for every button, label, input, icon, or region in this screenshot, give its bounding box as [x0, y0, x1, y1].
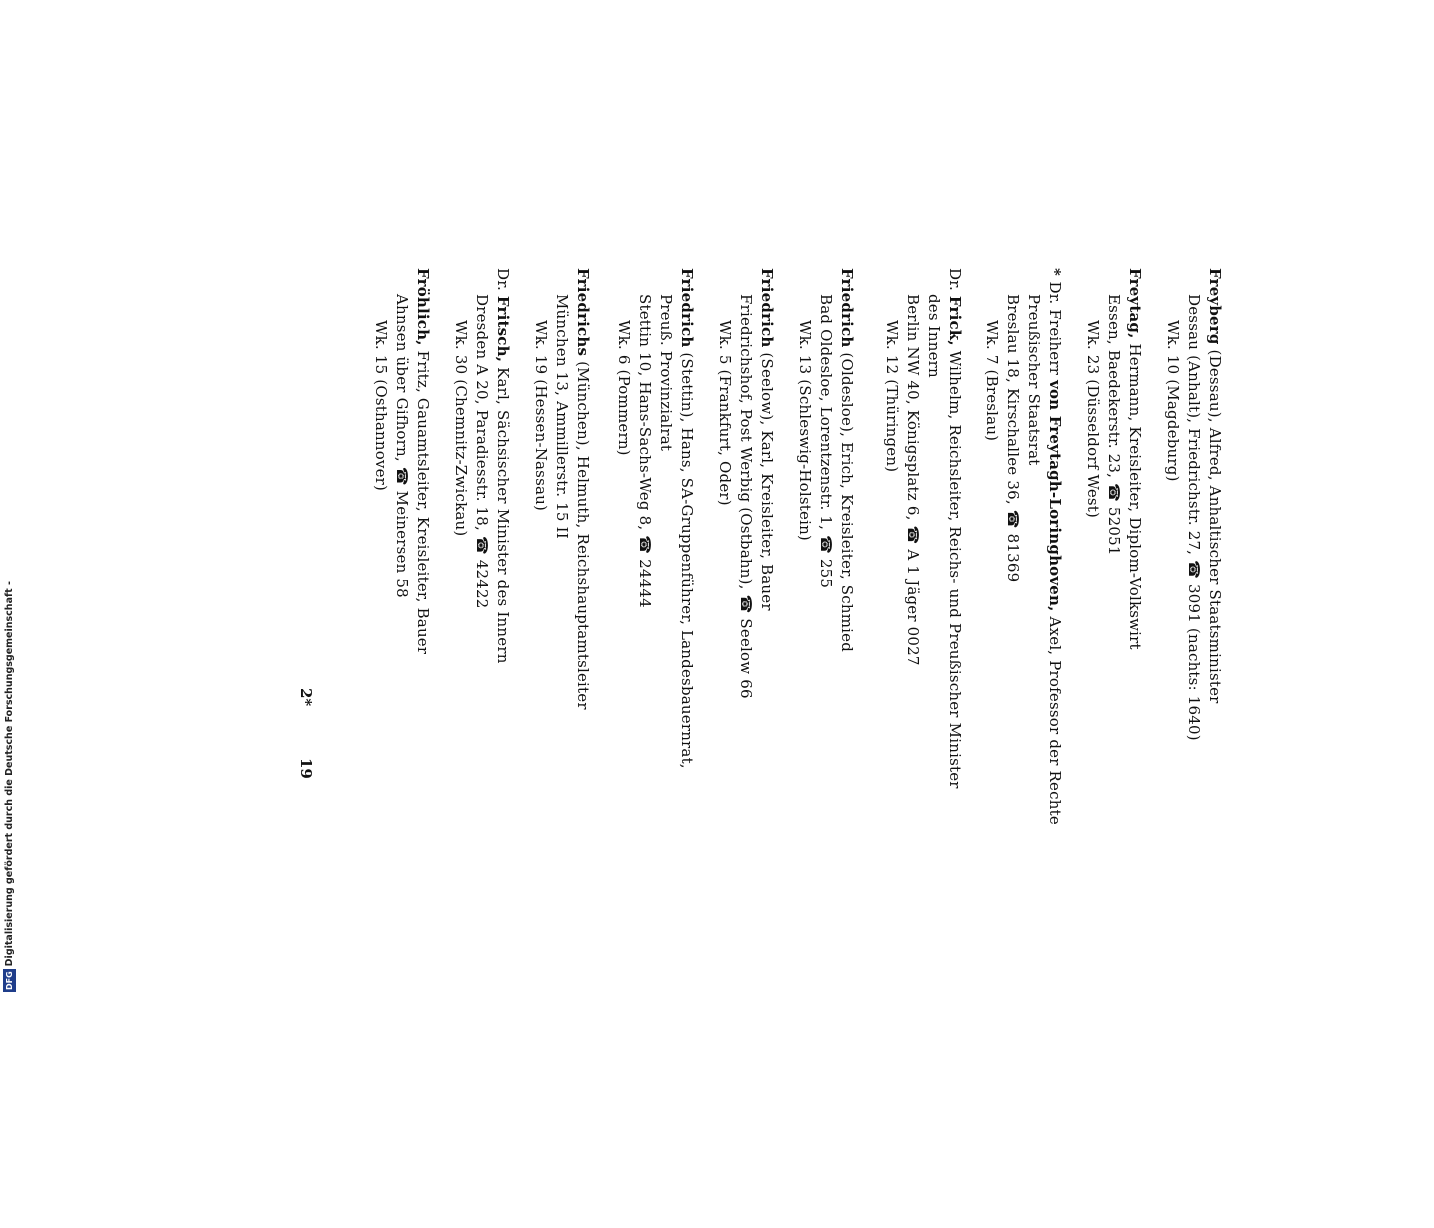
entry-text: (München), Helmuth, Reichshauptamtsleiter: [574, 356, 592, 710]
entry-line: Wk. 12 (Thüringen): [883, 320, 901, 473]
entry-prefix: Dr. Freiherr: [1046, 281, 1064, 381]
list-item: [714, 268, 777, 1228]
entry-line: des Innern: [925, 294, 943, 378]
entry-name: Freytag,: [1126, 268, 1144, 339]
list-item: [530, 268, 593, 1228]
entry-line: Dessau (Anhalt), Friedrichstr. 27, ☎ 3091 (nachts: 1640): [1185, 294, 1203, 741]
entry-line: Preußischer Staatsrat: [1025, 294, 1043, 466]
entry-line: Wk. 15 (Osthannover): [372, 320, 390, 492]
entry-text: (Seelow), Karl, Kreisleiter, Bauer: [758, 347, 776, 611]
entry-name: Fröhlich,: [414, 268, 432, 346]
digitization-banner: [1, 12, 17, 992]
dfg-logo-icon: DFG: [4, 971, 14, 990]
entry-line: [572, 268, 593, 1228]
entry-line: [1204, 268, 1225, 1228]
entry-prefix: Dr.: [494, 268, 512, 296]
entry-name: Friedrich: [758, 268, 776, 348]
entry-text: Fritz, Gauamtsleiter, Kreisleiter, Bauer: [414, 345, 432, 655]
rotated-page: [297, 268, 1225, 1228]
entry-prefix: Dr.: [946, 268, 964, 296]
list-item: [613, 268, 697, 1228]
entry-text: (Dessau), Alfred, Anhaltischer Staatsminister: [1206, 344, 1224, 704]
entry-name: Freyberg: [1206, 268, 1224, 345]
entry-line: Wk. 30 (Chemnitz-Zwickau): [452, 320, 470, 537]
list-item: [881, 268, 965, 1228]
entry-line: Friedrichshof, Post Werbig (Ostbahn), ☎ Seelow 66: [737, 294, 755, 699]
list-item: [370, 268, 433, 1228]
entry-line: Breslau 18, Kirschallee 36, ☎ 81369: [1004, 294, 1022, 583]
entry-line: Bad Oldesloe, Lorentzenstr. 1, ☎ 255: [817, 294, 835, 589]
page-number: 19: [297, 758, 315, 779]
entry-text: (Stettin), Hans, SA-Gruppenführer, Landesbauernrat,: [678, 347, 696, 769]
entry-line: Ahnsen über Gifhorn, ☎ Meinersen 58: [393, 294, 411, 598]
entry-line: Essen, Baedekerstr. 23, ☎ 52051: [1105, 294, 1123, 556]
entry-line: Wk. 7 (Breslau): [983, 320, 1001, 442]
entry-line: [756, 268, 777, 1228]
entry-line: [412, 268, 433, 1228]
list-item: [794, 268, 857, 1228]
entry-line: Wk. 23 (Düsseldorf West): [1084, 320, 1102, 519]
list-item: [1162, 268, 1225, 1228]
entry-line: Preuß. Provinzialrat: [657, 294, 675, 452]
entry-name: Friedrichs: [574, 268, 592, 357]
list-item: [450, 268, 513, 1228]
entry-text: Karl, Sächsischer Minister des Innern: [494, 362, 512, 664]
entry-text: Axel, Professor der Rechte: [1046, 611, 1064, 825]
entry-line: [492, 268, 513, 1228]
list-item: [981, 268, 1065, 1228]
list-item: [1082, 268, 1145, 1228]
entry-name: Fritsch,: [494, 295, 512, 363]
entry-name: von Freytagh-Loringhoven,: [1046, 380, 1064, 612]
entry-name: Friedrich: [678, 268, 696, 348]
entry-line: Wk. 6 (Pommern): [615, 320, 633, 456]
entry-text: Wilhelm, Reichsleiter, Reichs- und Preußischer Minister: [946, 345, 964, 789]
banner-text: Digitalisierung gefördert durch die Deutsche Forschungsgemeinschaft -: [3, 581, 15, 967]
entry-line: [1044, 268, 1065, 1228]
entry-line: [1124, 268, 1145, 1228]
entry-line: Wk. 13 (Schleswig-Holstein): [796, 320, 814, 541]
entry-line: Stettin 10, Hans-Sachs-Weg 8, ☎ 24444: [636, 294, 654, 608]
entry-line: [676, 268, 697, 1228]
entry-name: Friedrich: [838, 268, 856, 348]
entry-line: Wk. 5 (Frankfurt, Oder): [716, 320, 734, 506]
signature-mark: 2*: [297, 688, 315, 707]
asterisk-marker: *: [1046, 268, 1064, 282]
entry-name: Frick,: [946, 295, 964, 346]
entry-line: [836, 268, 857, 1228]
entry-line: Berlin NW 40, Königsplatz 6, ☎ A 1 Jäger 0027: [904, 294, 922, 666]
entry-text: (Oldesloe), Erich, Kreisleiter, Schmied: [838, 347, 856, 652]
entry-line: München 13, Ammillerstr. 15 II: [553, 294, 571, 539]
entry-line: Dresden A 20, Paradiesstr. 18, ☎ 42422: [473, 294, 491, 609]
entry-line: Wk. 10 (Magdeburg): [1164, 320, 1182, 482]
entry-line: Wk. 19 (Hessen-Nassau): [532, 320, 550, 512]
entry-text: Hermann, Kreisleiter, Diplom-Volkswirt: [1126, 338, 1144, 650]
entry-line: [944, 268, 965, 1228]
